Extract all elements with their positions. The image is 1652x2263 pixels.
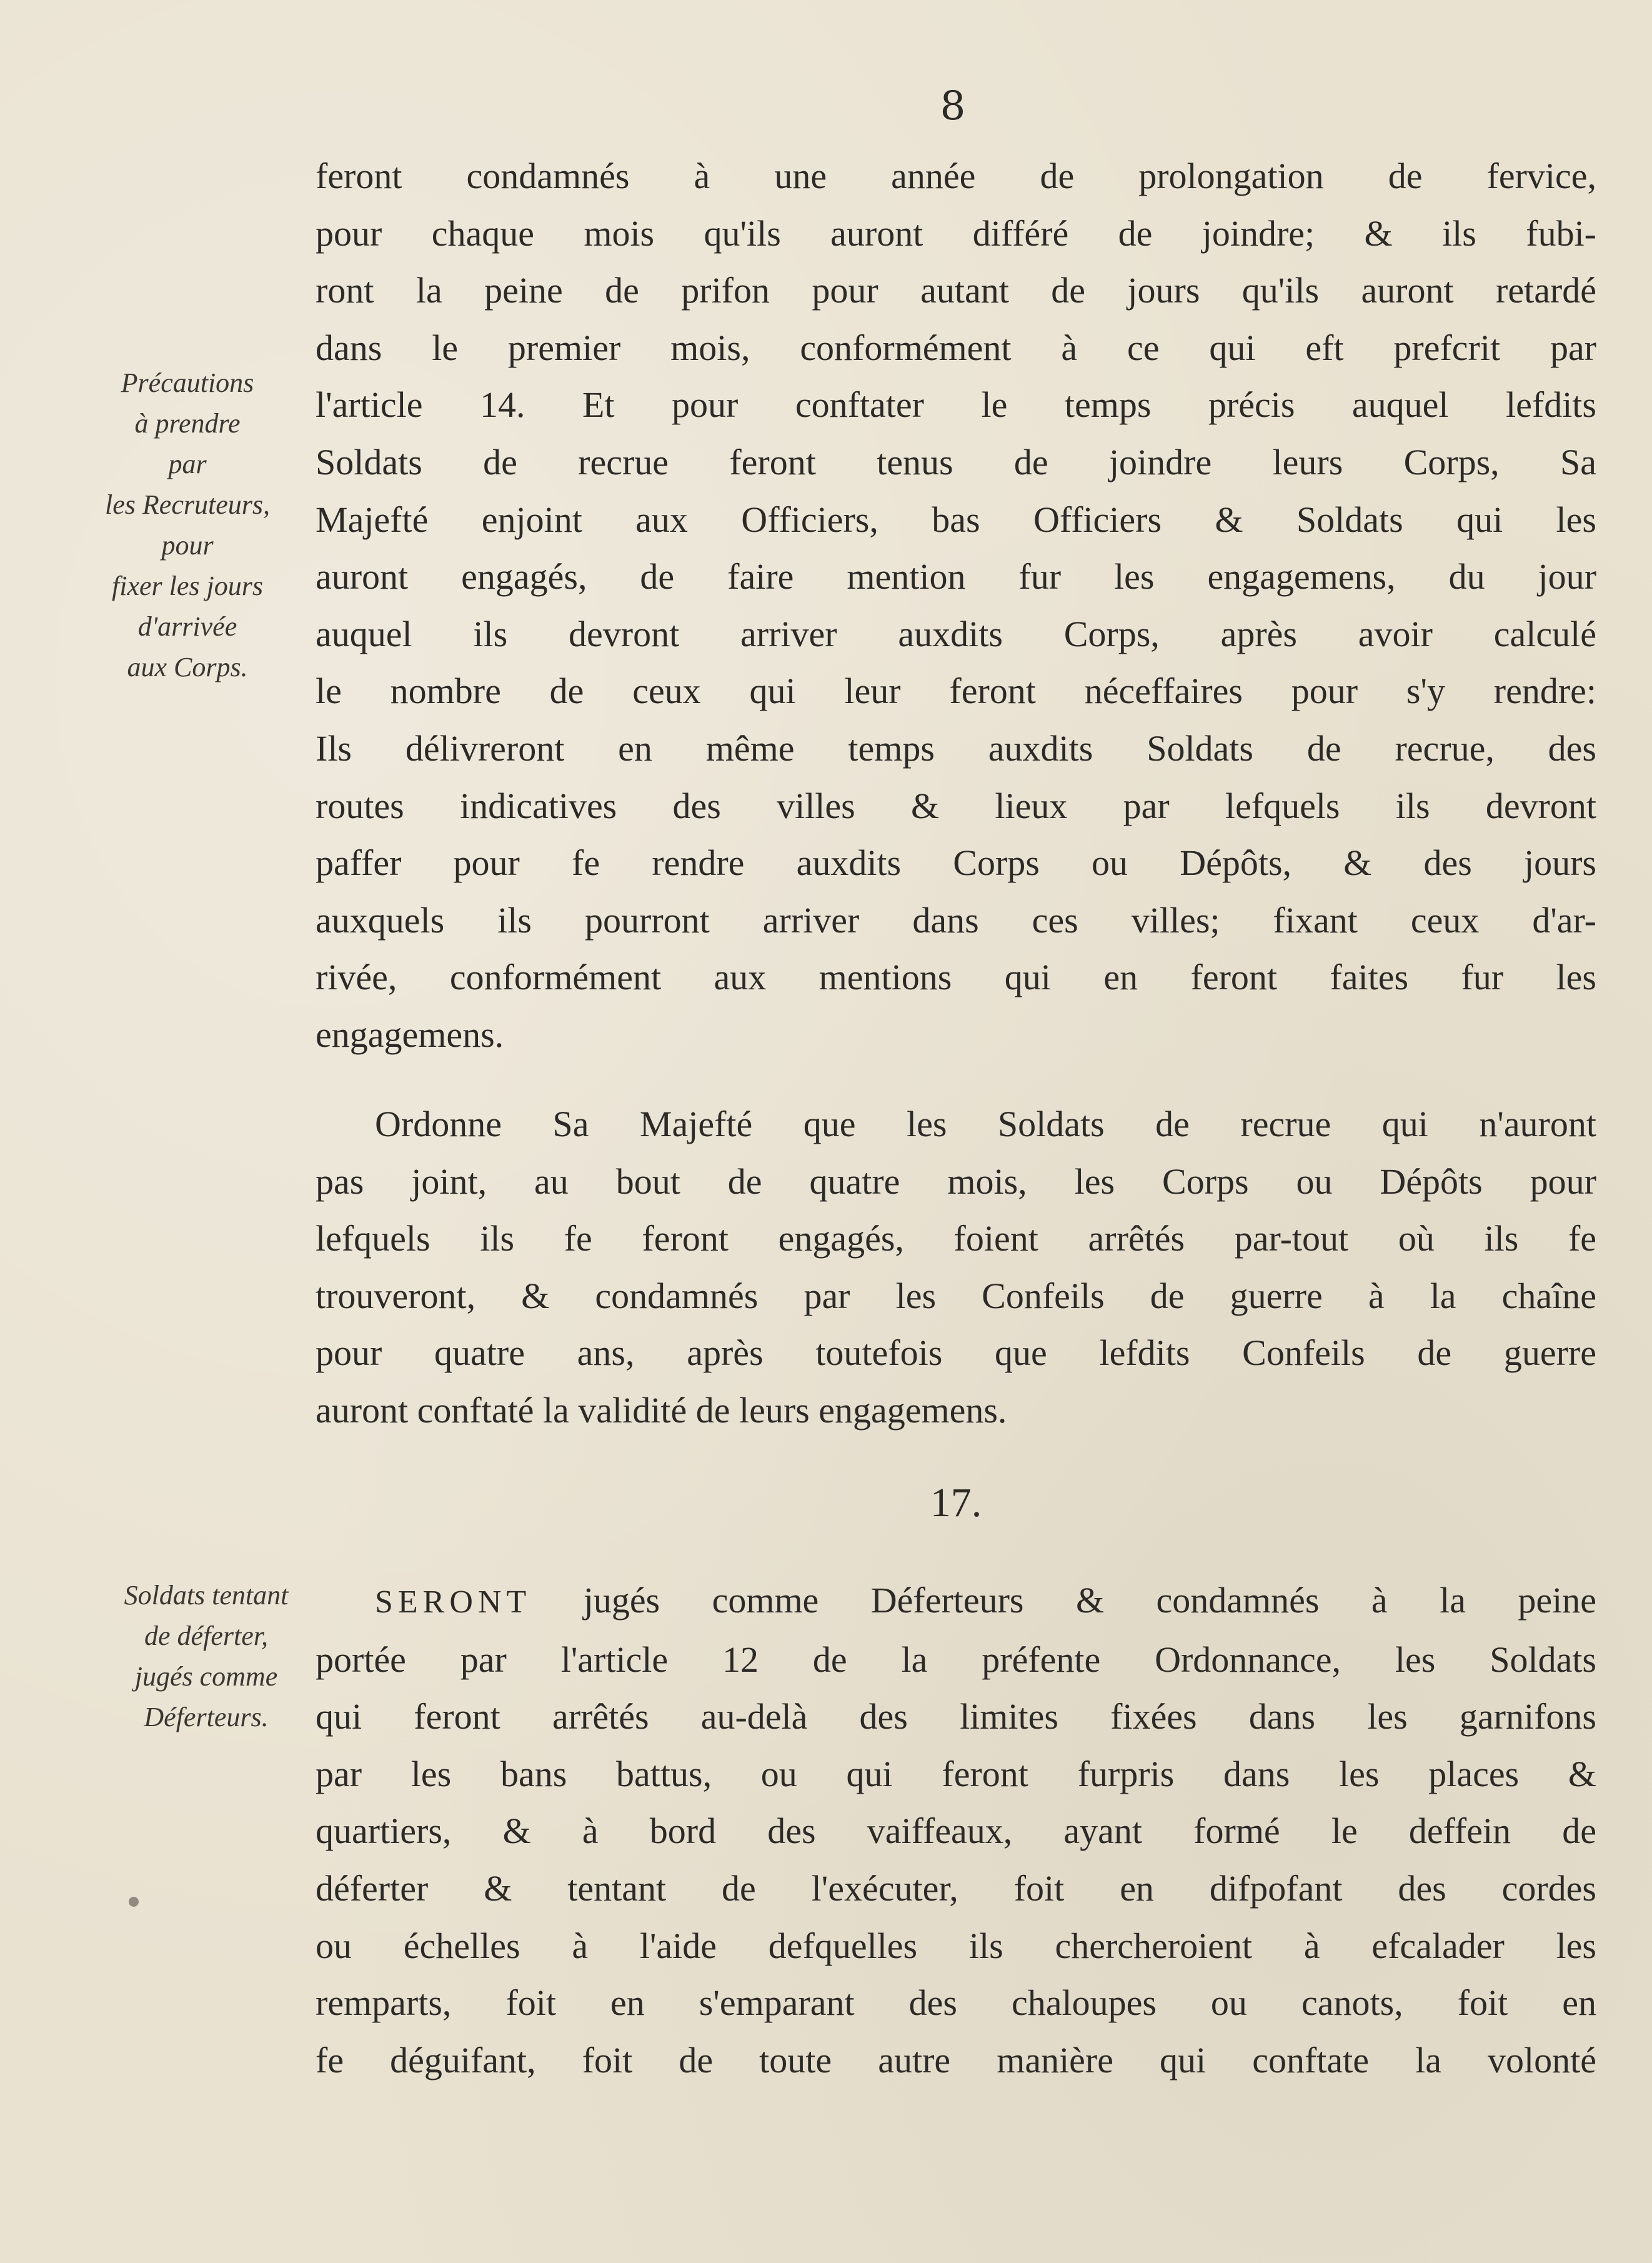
text-line: ront la peine de prifon pour autant de jours qu'ils auront retardé (316, 270, 1596, 311)
margin-note-line: Déferteurs. (144, 1702, 269, 1732)
margin-note-line: de déferter, (144, 1621, 268, 1651)
text-line: pour chaque mois qu'ils auront différé de joindre; & ils fubi- (316, 212, 1596, 254)
margin-note-line: Précautions (121, 367, 254, 398)
margin-note-line: aux Corps. (127, 652, 248, 682)
text-line: paffer pour fe rendre auxdits Corps ou Dépôts, & des jours (316, 842, 1596, 884)
text-line: pour quatre ans, après toutefois que lefdits Confeils de guerre (316, 1332, 1596, 1374)
margin-note-line: les Recruteurs, (105, 489, 270, 520)
margin-note-line: d'arrivée (137, 611, 237, 642)
margin-note-line: pour (161, 530, 214, 561)
paragraph-3 (316, 1572, 1596, 2089)
text-line: portée par l'article 12 de la préfente Ordonnance, les Soldats (316, 1639, 1596, 1680)
text-line: pas joint, au bout de quatre mois, les Corps ou Dépôts pour (316, 1161, 1596, 1202)
text-line: l'article 14. Et pour conftater le temps précis auquel lefdits (316, 384, 1596, 426)
margin-note-line: jugés comme (134, 1661, 278, 1692)
margin-note-line: fixer les jours (112, 571, 263, 601)
text-line: routes indicatives des villes & lieux par lefquels ils devront (316, 785, 1596, 826)
text-line: auxquels ils pourront arriver dans ces villes; fixant ceux d'ar- (316, 899, 1596, 941)
text-line: Majefté enjoint aux Officiers, bas Officiers & Soldats qui les (316, 499, 1596, 540)
text-line: Soldats de recrue feront tenus de joindre leurs Corps, Sa (316, 441, 1596, 482)
margin-note-line: Soldats tentant (124, 1580, 289, 1611)
text-line: Ordonne Sa Majefté que les Soldats de recrue qui n'auront (375, 1104, 1596, 1144)
text-line: par les bans battus, ou qui feront furpris dans les places & (316, 1753, 1596, 1794)
text-line: engagemens. (316, 1014, 504, 1055)
text-line: Ils délivreront en même temps auxdits Soldats de recrue, des (316, 727, 1596, 769)
text-line: trouveront, & condamnés par les Confeils de guerre à la chaîne (316, 1275, 1596, 1316)
text-line: qui feront arrêtés au-delà des limites fixées dans les garnifons (316, 1696, 1596, 1737)
text-line (316, 1572, 1596, 1631)
lead-word: SERONT (375, 1584, 532, 1620)
text-line: quartiers, & à bord des vaiffeaux, ayant formé le deffein de (316, 1811, 1596, 1852)
text-line: le nombre de ceux qui leur feront néceffaires pour s'y rendre: (316, 671, 1596, 712)
text-line: ou échelles à l'aide defquelles ils chercheroient à efcalader les (316, 1925, 1596, 1966)
text-line: remparts, foit en s'emparant des chaloupes ou canots, foit en (316, 1982, 1596, 2024)
margin-note-line: à prendre (134, 408, 241, 439)
text-line: déferter & tentant de l'exécuter, foit en difpofant des cordes (316, 1867, 1596, 1909)
margin-note-recruiters (75, 362, 300, 687)
paragraph-1 (316, 147, 1596, 1064)
lead-line-rest: jugés comme Déferteurs & condamnés à la peine (531, 1580, 1596, 1621)
article-number: 17. (930, 1480, 982, 1526)
text-line: fe déguifant, foit de toute autre manière qui conftate la volonté (316, 2039, 1596, 2081)
text-line: rivée, conformément aux mentions qui en feront faites fur les (316, 957, 1596, 998)
page-number: 8 (940, 83, 966, 129)
text-line: dans le premier mois, conformément à ce qui eft prefcrit par (316, 327, 1596, 368)
paragraph-2 (316, 1096, 1596, 1439)
margin-note-deserters (81, 1575, 331, 1737)
text-line: auront conftaté la validité de leurs engagemens. (316, 1389, 1007, 1431)
ink-dot-ornament (129, 1897, 139, 1907)
text-line: feront condamnés à une année de prolongation de fervice, (316, 156, 1596, 196)
text-line: lefquels ils fe feront engagés, foient arrêtés par-tout où ils fe (316, 1218, 1596, 1259)
margin-note-line: par (168, 449, 207, 479)
text-line: auquel ils devront arriver auxdits Corps, après avoir calculé (316, 613, 1596, 654)
text-line: auront engagés, de faire mention fur les engagemens, du jour (316, 556, 1596, 597)
